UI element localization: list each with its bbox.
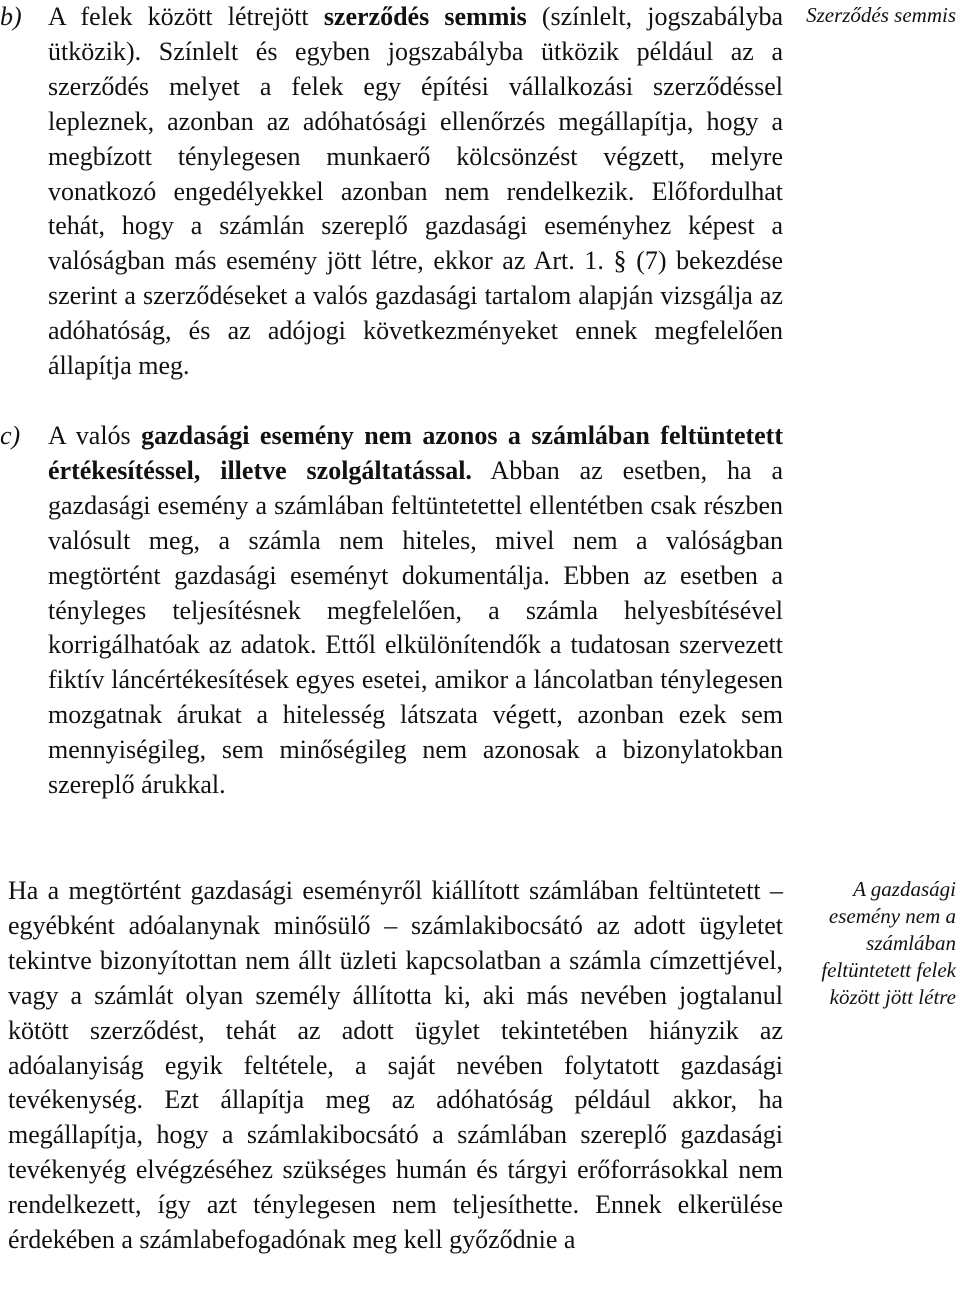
item-b-text-rest: (színlelt, jogszabályba ütközik). Színlelt és egyben jogszabályba ütközik például az a szerződés melyet a felek egy építési vállalkozási szerződéssel lepleznek, azonban az adóhatósági ellenőrzés megállapítja, hogy a megbízott ténylegesen munkaerő kölcsönzést végzett, melyre vonatkozó engedélyekkel azonban nem rendelkezik. Előfordulhat tehát, hogy a számlán szereplő gazdasági eseményhez képest a valóságban más esemény jött létre, ekkor az Art. 1. § (7) bekezdése szerint a szerződéseket a valós gazdasági tartalom alapján vizsgálja az adóhatóság, és az adójogi következményeket ennek megfelelően állapítja meg. [48,2,784,381]
body-paragraph: Ha a megtörtént gazdasági eseményről kiállított számlában feltüntetett – egyébként adóalanynak minősülő – számlakibocsátó az adott ügyletet tekintve bizonyítottan nem állt üzleti kapcsolatban a számla címzettjével, vagy a számlát olyan személy állította ki, aki más nevében jogtalanul kötött szerződést, tehát az adott ügylet tekintetében hiányzik az adóalanyiság egyik feltétele, a saját nevében folytatott gazdasági tevékenység. Ezt állapítja meg az adóhatóság például akkor, ha megállapítja, hogy a számlakibocsátó a számlában szereplő gazdasági tevékenyég elvégzéséhez szükséges humán és tárgyi erőforrásokkal nem rendelkezett, így azt ténylegesen nem teljesíthette. Ennek elkerülése érdekében a számlabefogadónak meg kell győződnie a [8,876,783,1255]
item-b-bold-term: szerződés semmis [323,2,527,31]
item-b-text-start: A felek között létrejött [48,2,324,31]
list-item-c [0,419,783,803]
list-marker-c: c) [0,421,21,450]
list-item-b [0,0,784,384]
item-c-text-start: A valós [48,421,142,450]
margin-note-contract-void: Szerződés semmis [806,3,956,27]
item-c-bold-term: gazdasági esemény nem azonos a számlában feltüntetett értékesítéssel, illetve szolgáltatással. [48,421,783,485]
list-marker-b: b) [0,2,22,31]
margin-note-economic-event: A gazdasági esemény nem a számlában feltüntetett felek között jött létre [821,877,956,1009]
item-c-text-rest: Abban az esetben, ha a gazdasági esemény a számlában feltüntetettel ellentétben csak részben valósult meg, a számla nem hiteles, mivel nem a valóságban megtörtént gazdasági eseményt dokumentálja. Ebben az esetben a tényleges teljesítésnek megfelelően, a számla helyesbítésével korrigálhatóak az adatok. Ettől elkülönítendők a tudatosan szervezett fiktív láncértékesítések egyes esetei, amikor a láncolatban ténylegesen mozgatnak árukat a hitelesség látszata végett, azonban ezek sem mennyiségileg, sem minőségileg nem azonosak a bizonylatokban szereplő árukkal. [48,455,783,800]
